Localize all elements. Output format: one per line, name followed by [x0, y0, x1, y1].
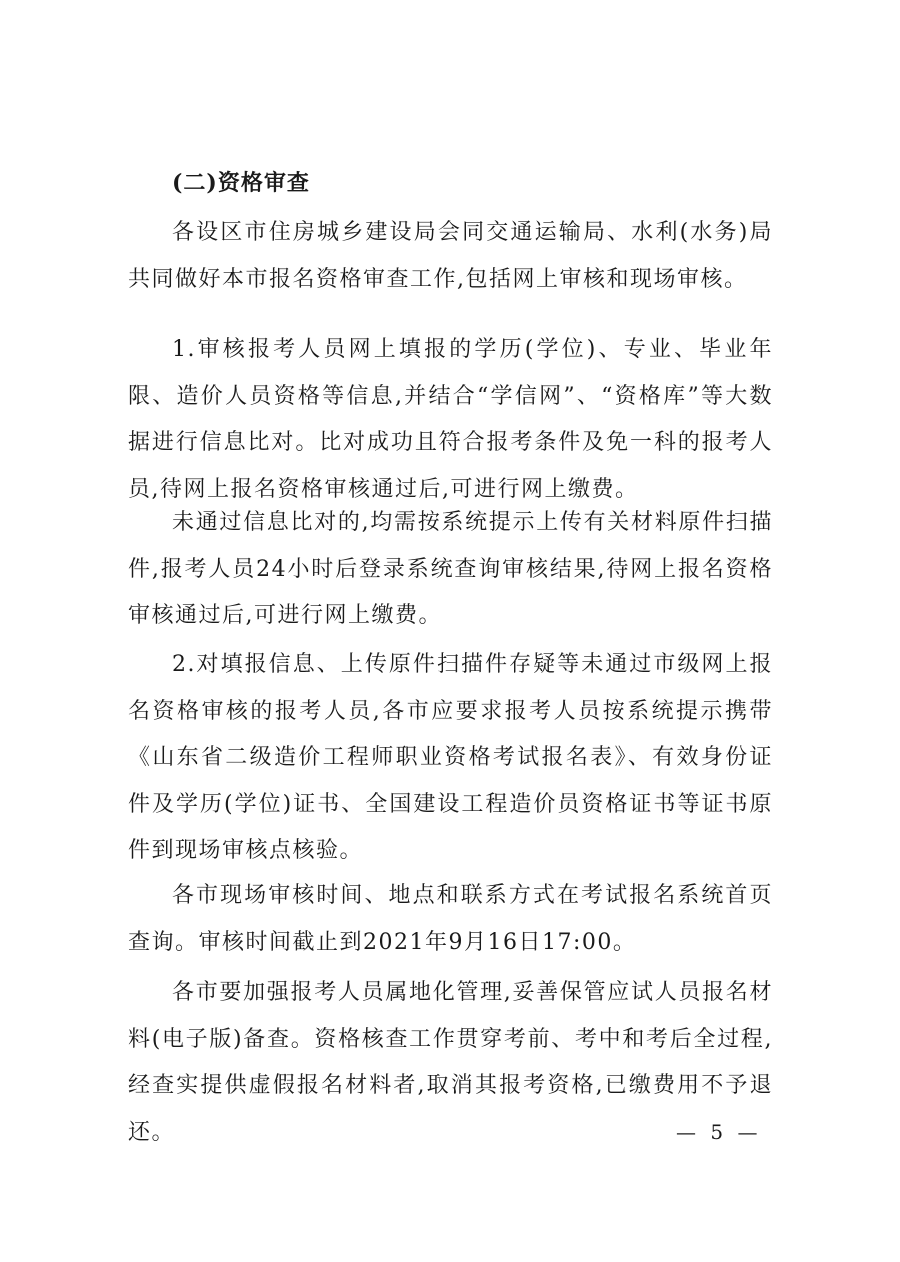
paragraph-onsite-verification: 2.对填报信息、上传原件扫描件存疑等未通过市级网上报名资格审核的报考人员,各市应要求报考人员按系统提示携带《山东省二级造价工程师职业资格考试报名表》、有效身份证件及学历(学位)证书、全国建设工程造价员资格证书等证书原件到现场审核点核验。 — [128, 652, 773, 864]
paragraph-review-deadline: 各市现场审核时间、地点和联系方式在考试报名系统首页查询。审核时间截止到2021年9月16日17:00。 — [128, 883, 773, 955]
paragraph-review-responsibility: 各设区市住房城乡建设局会同交通运输局、水利(水务)局共同做好本市报名资格审查工作,包括网上审核和现场审核。 — [128, 220, 773, 292]
page-number: — 5 — — [676, 1120, 762, 1144]
paragraph-material-management: 各市要加强报考人员属地化管理,妥善保管应试人员报名材料(电子版)备查。资格核查工作贯穿考前、考中和考后全过程,经查实提供虚假报名材料者,取消其报考资格,已缴费用不予退还。 — [128, 980, 773, 1145]
paragraph-online-review: 1.审核报考人员网上填报的学历(学位)、专业、毕业年限、造价人员资格等信息,并结合“学信网”、“资格库”等大数据进行信息比对。比对成功且符合报考条件及免一科的报考人员,待网上报名资格审核通过后,可进行网上缴费。 — [128, 337, 773, 502]
section-heading: (二)资格审查 — [172, 170, 310, 196]
paragraph-upload-scans: 未通过信息比对的,均需按系统提示上传有关材料原件扫描件,报考人员24小时后登录系统查询审核结果,待网上报名资格审核通过后,可进行网上缴费。 — [128, 510, 773, 629]
